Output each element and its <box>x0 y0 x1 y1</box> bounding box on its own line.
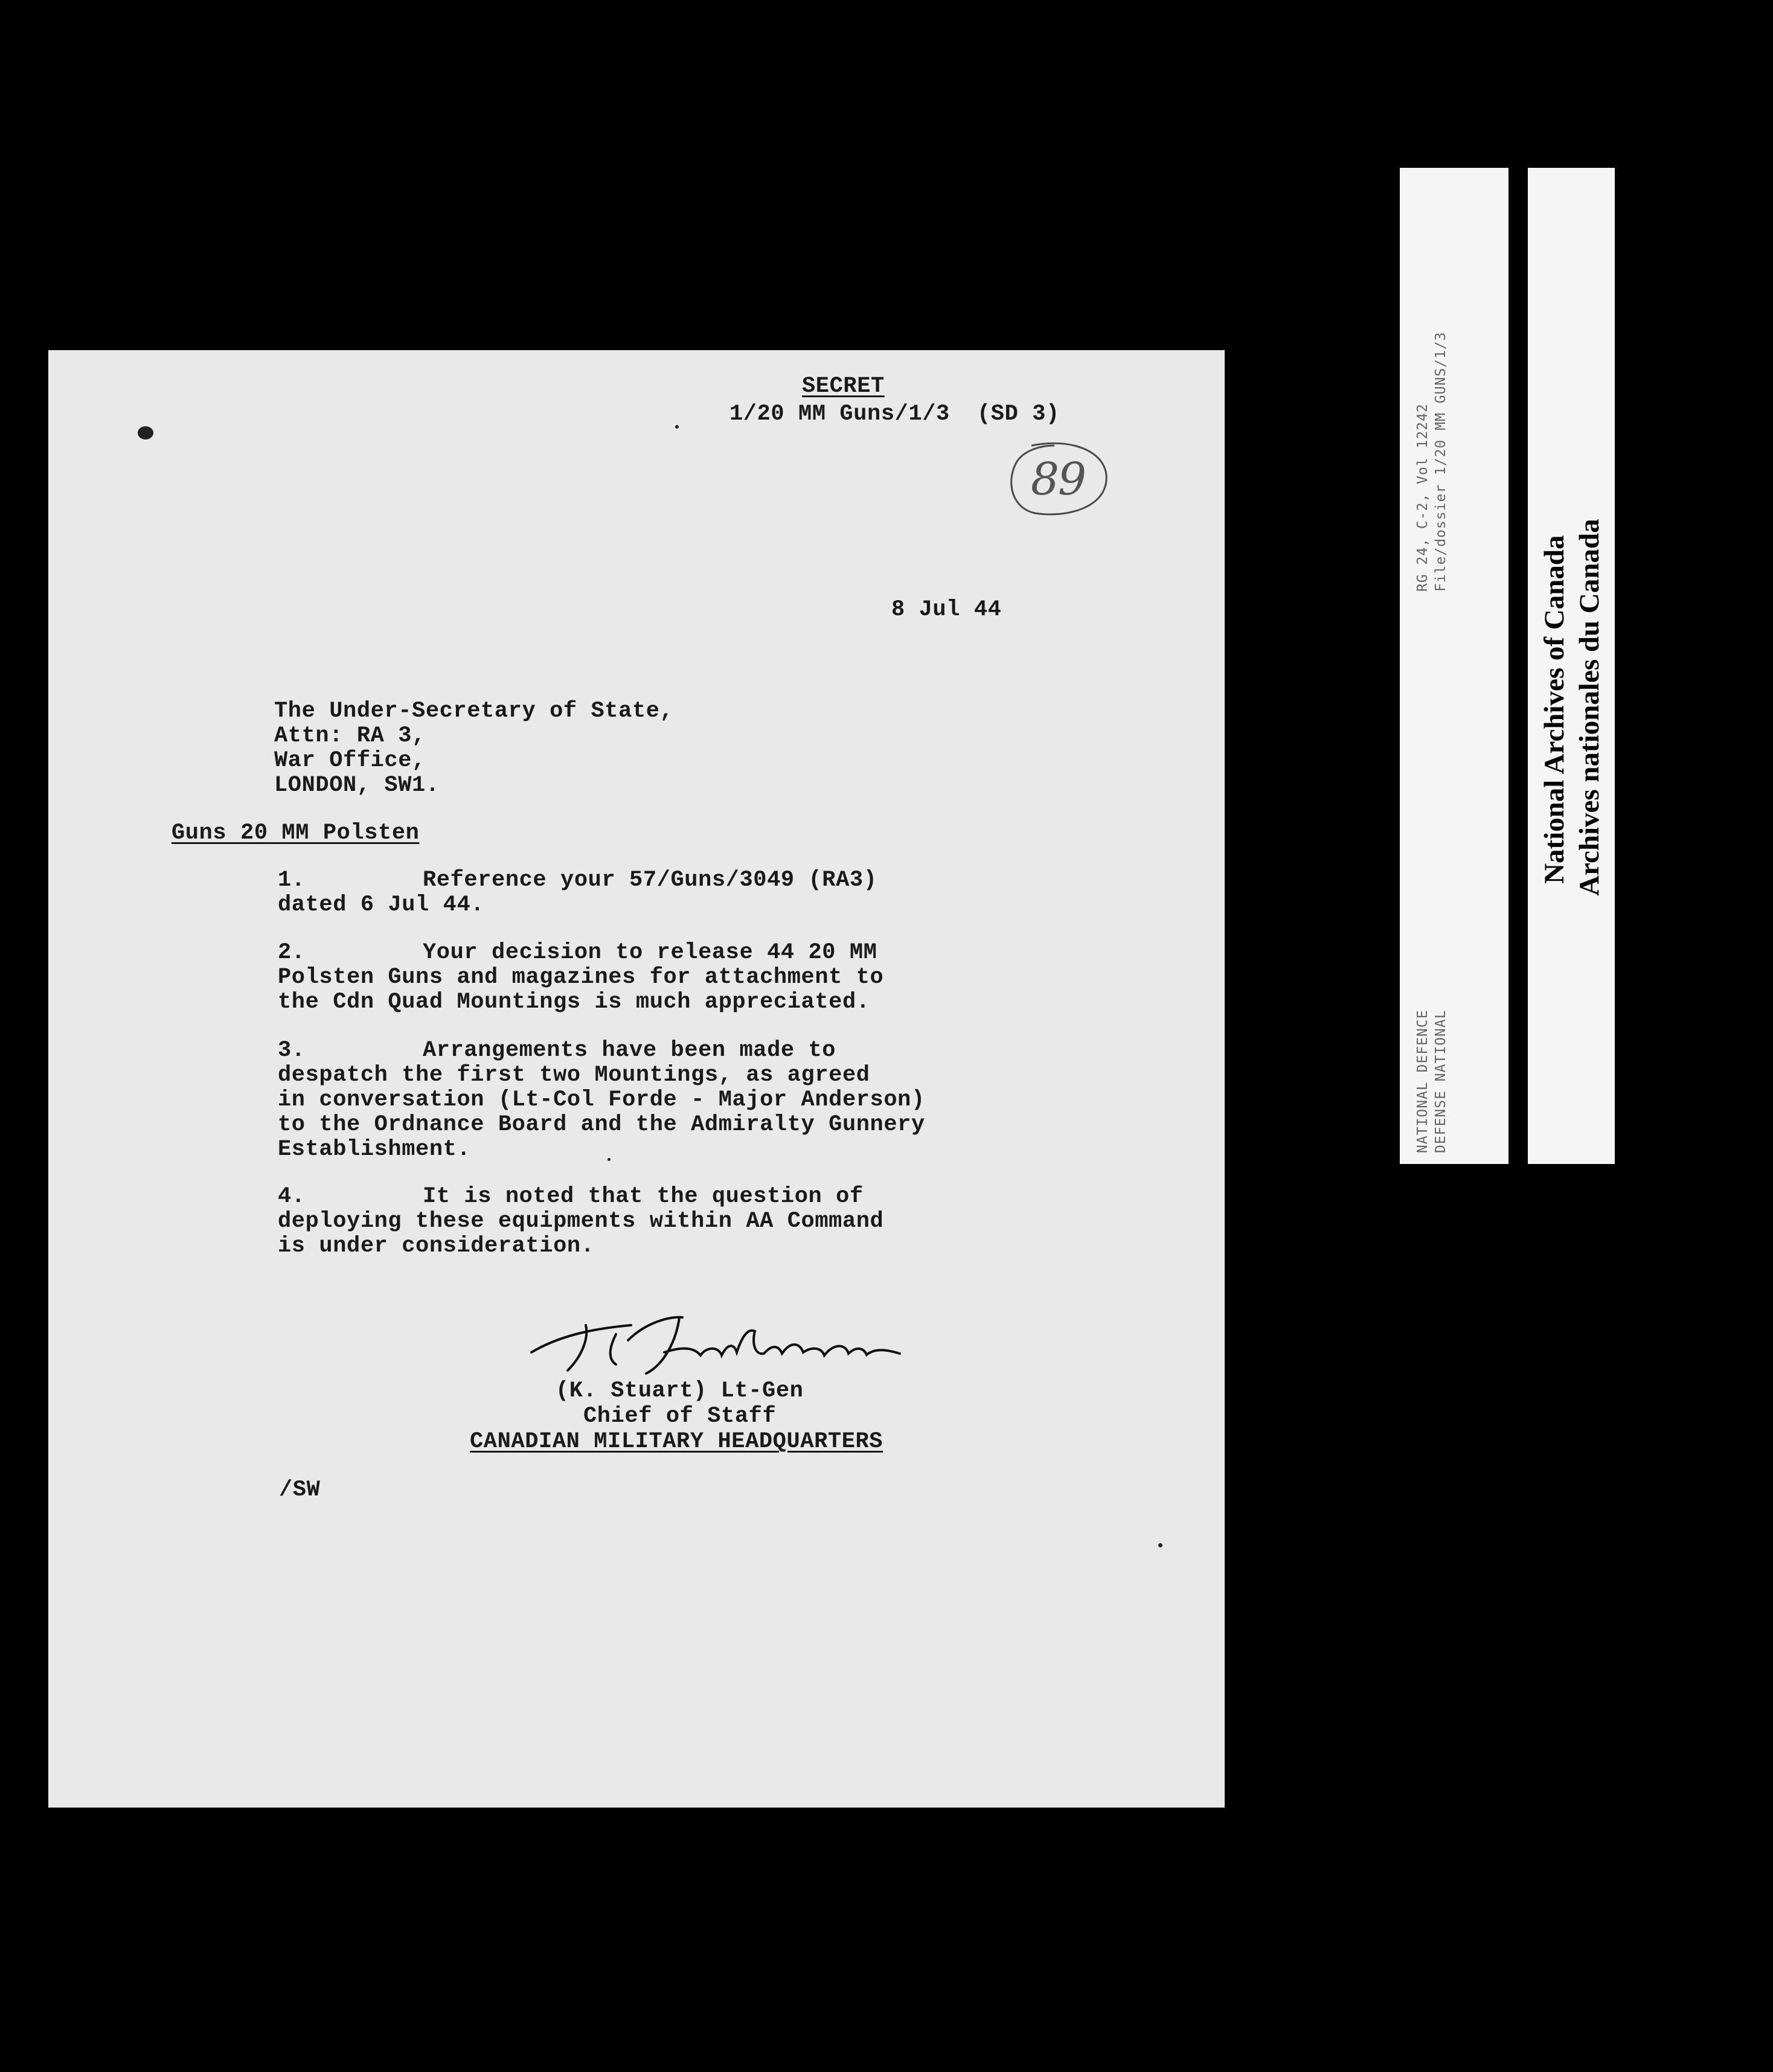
paragraph-line: It is noted that the question of <box>423 1184 864 1209</box>
tab-divider <box>1508 168 1528 1164</box>
file-reference: 1/20 MM Guns/1/3 <box>729 401 950 427</box>
signatory-name: (K. Stuart) Lt-Gen <box>556 1378 804 1404</box>
section-reference: (SD 3) <box>977 401 1060 427</box>
paragraph-line: despatch the first two Mountings, as agreed <box>278 1063 870 1088</box>
paragraph-line: to the Ordnance Board and the Admiralty Gunnery <box>278 1112 925 1137</box>
archive-file-reference-line: RG 24, C-2, Vol 12242 <box>1415 403 1431 592</box>
department-label-line: DEFENSE NATIONAL <box>1433 1009 1449 1153</box>
paragraph-number: 1. <box>278 868 306 893</box>
paragraph-line: Your decision to release 44 20 MM <box>423 940 877 965</box>
paragraph-line: in conversation (Lt-Col Forde - Major Anderson) <box>278 1087 925 1113</box>
typist-initials: /SW <box>279 1477 321 1503</box>
institution-name-en: National Archives of Canada <box>1539 535 1570 884</box>
signatory-title: Chief of Staff <box>583 1404 777 1429</box>
paragraph-line: Polsten Guns and magazines for attachment to <box>278 965 884 990</box>
paragraph-number: 3. <box>278 1038 306 1063</box>
paragraph-line: deploying these equipments within AA Command <box>278 1209 884 1234</box>
address-line: The Under-Secretary of State, <box>274 699 674 724</box>
paragraph-number: 4. <box>278 1184 306 1209</box>
ink-mark <box>1158 1543 1162 1547</box>
paragraph-line: Reference your 57/Guns/3049 (RA3) <box>423 868 877 893</box>
paragraph-line: is under consideration. <box>278 1233 595 1259</box>
archive-file-reference-line: File/dossier 1/20 MM GUNS/1/3 <box>1433 331 1449 592</box>
paragraph-line: dated 6 Jul 44. <box>278 892 485 918</box>
paragraph-number: 2. <box>278 940 306 965</box>
address-line: War Office, <box>274 748 426 773</box>
ink-mark <box>675 425 679 429</box>
address-line: Attn: RA 3, <box>274 723 426 749</box>
paragraph-line: Arrangements have been made to <box>423 1038 836 1063</box>
classification-label: SECRET <box>802 374 885 399</box>
ink-mark <box>608 1158 611 1161</box>
ink-mark <box>138 426 153 440</box>
handwritten-signature <box>525 1310 906 1377</box>
folio-number: 89 <box>1030 453 1086 505</box>
letter-date: 8 Jul 44 <box>891 597 1002 622</box>
signatory-organization: CANADIAN MILITARY HEADQUARTERS <box>470 1429 883 1454</box>
address-line: LONDON, SW1. <box>274 773 440 798</box>
institution-name-fr: Archives nationales du Canada <box>1574 519 1605 896</box>
subject-line: Guns 20 MM Polsten <box>172 820 420 846</box>
department-label-line: NATIONAL DEFENCE <box>1415 1009 1431 1153</box>
paragraph-line: the Cdn Quad Mountings is much appreciated. <box>278 990 870 1015</box>
paragraph-line: Establishment. <box>278 1137 471 1162</box>
